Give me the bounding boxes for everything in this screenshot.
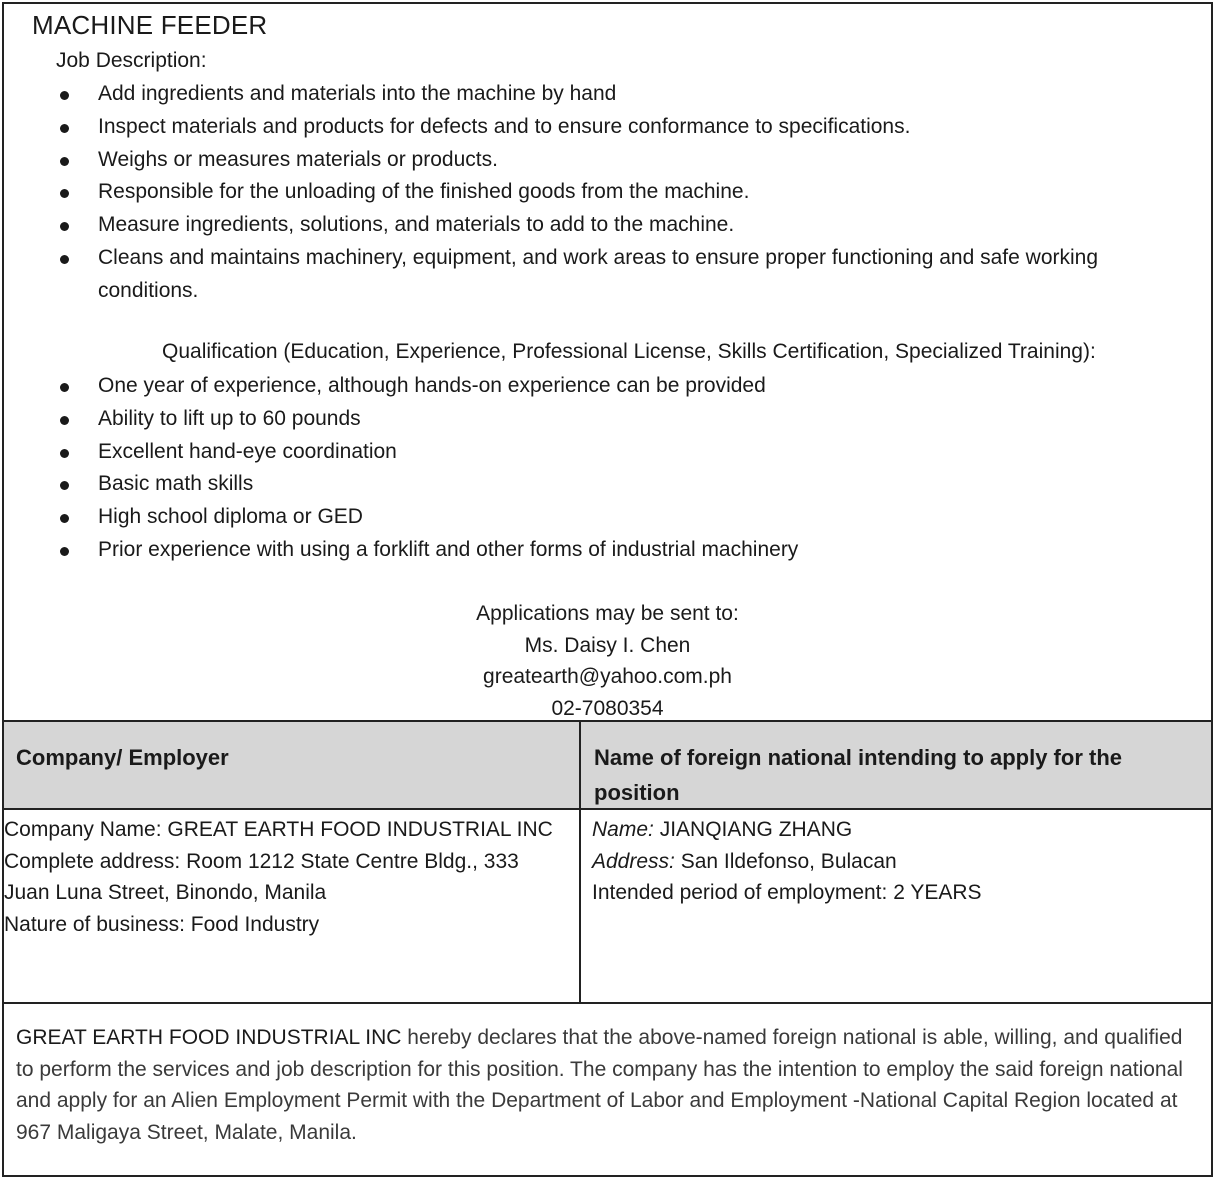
list-item: Measure ingredients, solutions, and materials to add to the machine. bbox=[6, 209, 1158, 242]
qualification-list bbox=[6, 370, 1158, 567]
list-item: Cleans and maintains machinery, equipment, and work areas to ensure proper functioning and safe working conditions. bbox=[6, 242, 1158, 308]
column-divider bbox=[579, 722, 581, 1004]
contact-email: greatearth@yahoo.com.ph bbox=[483, 665, 732, 688]
company-name: Company Name: GREAT EARTH FOOD INDUSTRIAL INC bbox=[4, 818, 553, 841]
company-business: Nature of business: Food Industry bbox=[4, 912, 320, 936]
qualification-label: Qualification (Education, Experience, Professional License, Skills Certification, Specialized Training): bbox=[162, 340, 1096, 363]
foreign-national-address bbox=[592, 846, 1192, 878]
header-company-employer: Company/ Employer bbox=[16, 745, 229, 770]
application-contact bbox=[4, 598, 1211, 724]
address-label: Address: bbox=[592, 849, 675, 873]
list-item: Ability to lift up to 60 pounds bbox=[6, 403, 1158, 436]
job-title: MACHINE FEEDER bbox=[32, 10, 268, 40]
contact-phone: 02-7080354 bbox=[551, 696, 664, 720]
contact-intro: Applications may be sent to: bbox=[476, 602, 739, 625]
job-description-list bbox=[6, 78, 1158, 308]
employment-period: Intended period of employment: 2 YEARS bbox=[592, 881, 982, 904]
job-posting-frame bbox=[2, 2, 1213, 1177]
list-item: Excellent hand-eye coordination bbox=[6, 436, 1158, 469]
list-item: Add ingredients and materials into the machine by hand bbox=[6, 78, 1158, 111]
address-value: San Ildefonso, Bulacan bbox=[674, 849, 897, 873]
job-description-label: Job Description: bbox=[56, 49, 207, 72]
list-item: One year of experience, although hands-on experience can be provided bbox=[6, 370, 1158, 403]
foreign-national-name bbox=[592, 814, 1192, 846]
name-label: Name: bbox=[592, 818, 654, 841]
list-item: Basic math skills bbox=[6, 468, 1158, 501]
list-item: High school diploma or GED bbox=[6, 501, 1158, 534]
job-details-section bbox=[4, 4, 1211, 722]
contact-name: Ms. Daisy I. Chen bbox=[524, 633, 691, 657]
declaration-company: GREAT EARTH FOOD INDUSTRIAL INC bbox=[16, 1026, 402, 1049]
declaration-text: hereby declares that the above-named foreign national is able, willing, and qualified to perform the services and job description for this position. The company has the intention to employ the said foreign national and apply for an Alien Employment Permit with the Department of Labor and Employment -National Capital Region located at 967 Maligaya Street, Malate, Manila. bbox=[16, 1026, 1183, 1144]
company-address-line2: Juan Luna Street, Binondo, Manila bbox=[4, 881, 327, 904]
name-value: JIANQIANG ZHANG bbox=[653, 818, 853, 841]
declaration-paragraph bbox=[16, 1022, 1201, 1148]
list-item: Prior experience with using a forklift and other forms of industrial machinery bbox=[6, 534, 1158, 567]
list-item: Inspect materials and products for defects and to ensure conformance to specifications. bbox=[6, 111, 1158, 144]
company-address-line1: Complete address: Room 1212 State Centre Bldg., 333 bbox=[4, 849, 519, 873]
header-foreign-national: Name of foreign national intending to apply for the position bbox=[594, 745, 1122, 805]
list-item: Responsible for the unloading of the finished goods from the machine. bbox=[6, 176, 1158, 209]
divider bbox=[4, 1002, 1211, 1004]
foreign-national-info bbox=[592, 814, 1192, 909]
company-info bbox=[4, 814, 564, 940]
list-item: Weighs or measures materials or products. bbox=[6, 144, 1158, 177]
